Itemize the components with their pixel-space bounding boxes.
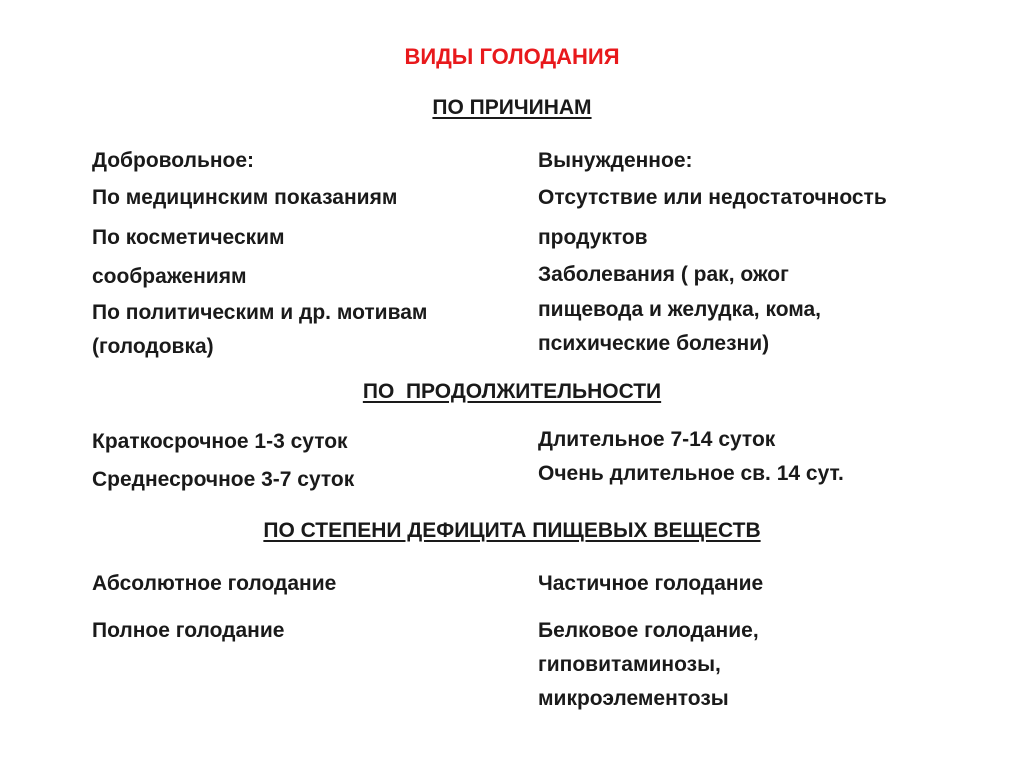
causes-right-line: Отсутствие или недостаточность [538, 186, 887, 209]
deficit-right-line: гиповитаминозы, [538, 653, 721, 676]
section-heading-deficit-text: ПО СТЕПЕНИ ДЕФИЦИТА ПИЩЕВЫХ ВЕЩЕСТВ [263, 519, 761, 542]
causes-right-line: психические болезни) [538, 332, 770, 355]
causes-right-line: Заболевания ( рак, ожог [538, 263, 789, 286]
deficit-right-line: Белковое голодание, [538, 619, 759, 642]
duration-left-line: Среднесрочное 3-7 суток [92, 468, 355, 491]
duration-right-line: Очень длительное св. 14 сут. [538, 462, 844, 485]
causes-left-line: По медицинским показаниям [92, 186, 398, 209]
section-heading-causes [0, 96, 1024, 120]
section-heading-deficit [0, 519, 1024, 543]
section-heading-causes-text: ПО ПРИЧИНАМ [432, 96, 592, 119]
deficit-right-line: Частичное голодание [538, 572, 764, 595]
slide-title: ВИДЫ ГОЛОДАНИЯ [404, 44, 620, 69]
causes-left-line: По политическим и др. мотивам [92, 301, 428, 324]
causes-right-line: пищевода и желудка, кома, [538, 298, 822, 321]
deficit-left-line: Абсолютное голодание [92, 572, 337, 595]
deficit-left-line: Полное голодание [92, 619, 285, 642]
causes-left-line: Добровольное: [92, 149, 255, 172]
deficit-right-line: микроэлементозы [538, 687, 729, 710]
causes-left-line: (голодовка) [92, 335, 214, 358]
causes-right-line: продуктов [538, 226, 648, 249]
causes-left-line: По косметическим [92, 226, 285, 249]
duration-left-line: Краткосрочное 1-3 суток [92, 430, 348, 453]
section-heading-duration [0, 380, 1024, 404]
section-heading-duration-text: ПО ПРОДОЛЖИТЕЛЬНОСТИ [362, 380, 662, 403]
causes-left-line: соображениям [92, 265, 247, 288]
causes-right-line: Вынужденное: [538, 149, 693, 172]
duration-right-line: Длительное 7-14 суток [538, 428, 776, 451]
